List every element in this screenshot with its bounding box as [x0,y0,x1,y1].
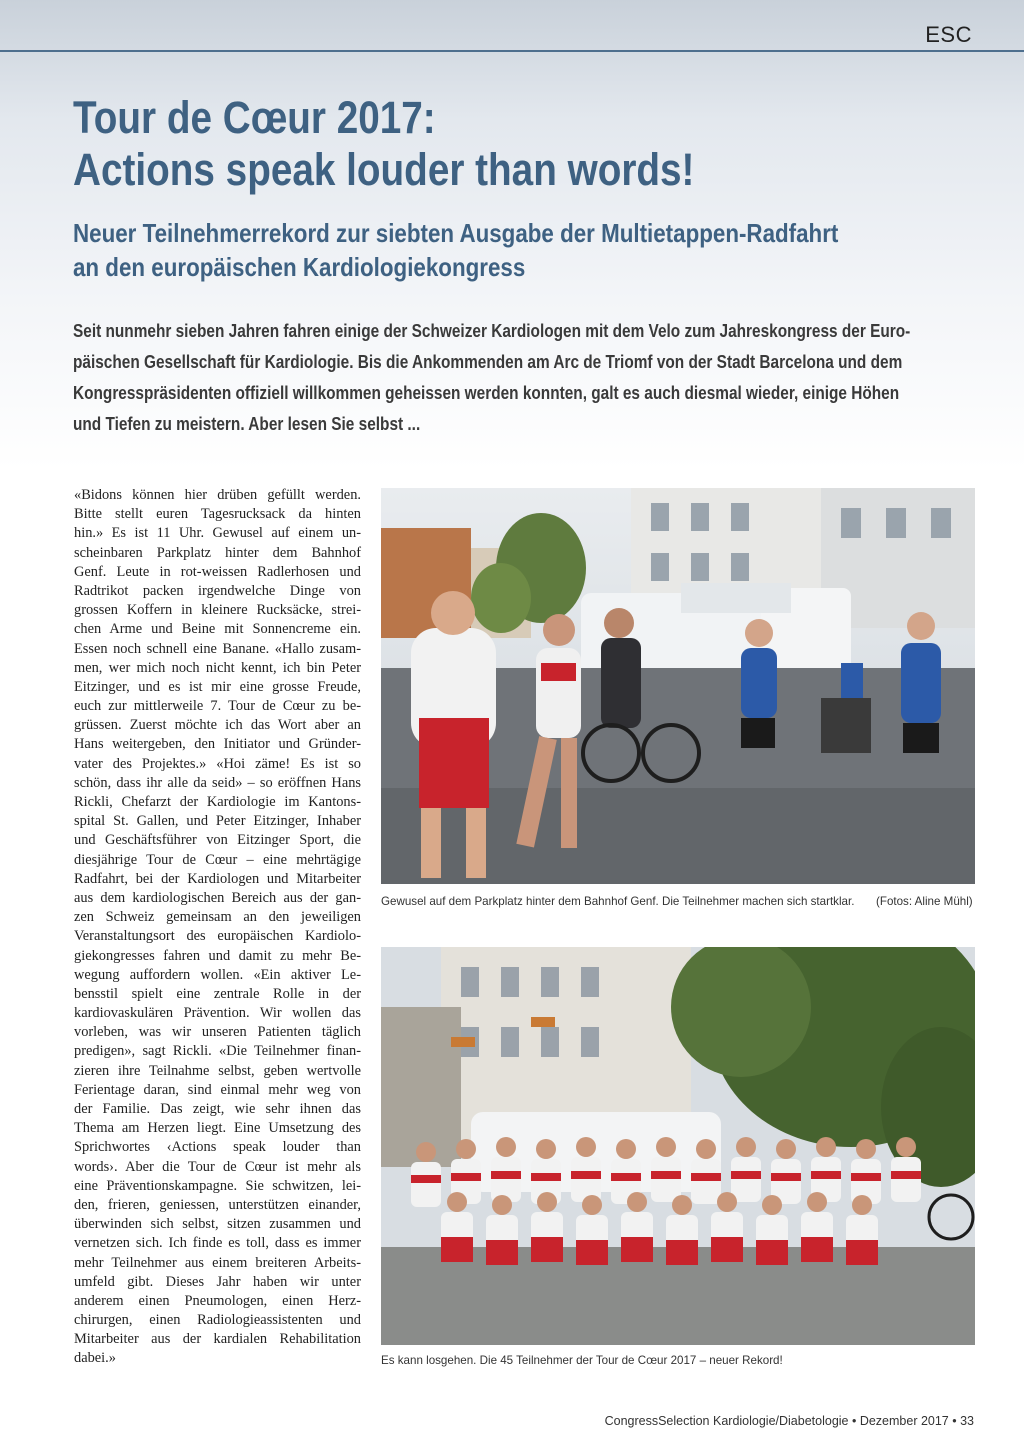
body-text-line: überwinden sich selbst, sitzen zusammen und [74,1216,361,1233]
photo-parking-lot [381,488,975,884]
article-subtitle [73,216,967,284]
body-text-line: grossen Koffern in kleinere Rucksäcke, strei- [74,602,361,619]
body-text-line: umfeld gibt. Dieses Jahr haben wir unter [74,1273,361,1290]
body-text-line: euch zur mittlerweile 7. Tour de Cœur zu be- [74,698,361,715]
body-text-line: Mitarbeiter aus der kardialen Rehabilitation [74,1331,361,1348]
body-text-line: aus dem kardiologischen Bereich aus der gan- [74,889,361,906]
body-text-line: Eitzinger, und es ist mir eine grosse Freude, [74,678,361,695]
photo-group [381,947,975,1345]
body-text-line: Hans weitergeben, den Initiator und Gründer- [74,736,361,753]
header-rule [0,50,1024,52]
body-text-line: Ferientage daran, sind einmal mehr weg von [74,1081,361,1098]
body-text-line: vater des Projektes.» «Hoi zäme! Es ist so [74,755,361,772]
body-text-line: und Geschäftsführer von Eitzinger Sport, die [74,832,361,849]
title-line: Actions speak louder than words! [73,144,695,195]
body-text-line: Bitte stellt euren Tagesrucksack da hinten [74,506,361,523]
body-text-line: men, wer mich noch nicht kennt, ich bin Peter [74,659,361,676]
body-text-line: mehr Teilnehmer aus einem breiteren Arbeits- [74,1254,361,1271]
body-text-line: zieren ihre Teilnahme selbst, geben wertvolle [74,1062,361,1079]
body-text-line: predigen», sagt Rickli. «Die Teilnehmer finan- [74,1043,361,1060]
lead-line: Kongresspräsidenten offiziell willkommen geheissen werden konnten, galt es auch diesmal wieder, einige Höhen [73,383,900,403]
body-text-line: eine Präventionskampagne. Sie schwitzen, lei- [74,1177,361,1194]
section-label: ESC [925,22,972,47]
photo1-credit: (Fotos: Aline Mühl) [876,895,973,908]
article-lead [73,316,962,440]
body-text-line: Genf. Leute in rot-weissen Radlerhosen und [74,563,361,580]
body-text-line: Radfahrt, bei der Kardiologen und Mitarbeiter [74,870,361,887]
body-text-line: Essen noch schnell eine Banane. «Hallo zusam- [74,640,361,657]
body-text-line: spital St. Gallen, und Peter Eitzinger, Inhaber [74,813,361,830]
body-text-line: Rickli, Chefarzt der Kardiologie im Kantons- [74,794,361,810]
lead-line: und Tiefen zu meistern. Aber lesen Sie selbst ... [73,414,421,434]
body-text-line: diesjährige Tour de Cœur – eine mehrtägige [74,851,361,868]
body-text-line: scheinbaren Parkplatz hinter dem Bahnhof [74,544,361,561]
photo1-caption: Gewusel auf dem Parkplatz hinter dem Bahnhof Genf. Die Teilnehmer machen sich startklar. [381,895,855,908]
body-text-line: Sprichwortes ‹Actions speak louder than [74,1139,361,1156]
body-text-line: vorleben, was wir unseren Patienten täglich [74,1024,361,1041]
body-text-line: hin.» Es ist 11 Uhr. Gewusel auf einem un- [74,525,361,542]
subtitle-line: an den europäischen Kardiologiekongress [73,252,526,282]
body-text-line: schön, dass ihr alle da seid» – so eröffnen Hans [74,774,361,791]
body-text-line: zen Schweiz gemeinsam an den jeweiligen [74,909,361,926]
title-line: Tour de Cœur 2017: [73,92,436,143]
body-text-line: den, frieren, geniessen, unterstützen einander, [74,1196,361,1213]
body-text-line: dabei.» [74,1350,116,1367]
body-text-line: wegung auffordern wollen. «Ein aktiver Le- [74,966,361,983]
body-text-line: Radtrikot packen irgendwelche Dinge von [74,582,361,599]
body-text-line: words›. Aber die Tour de Cœur ist mehr als [74,1158,361,1175]
article-title [73,92,847,196]
body-text-line: giekongresses fahren und damit zu mehr Be- [74,947,361,964]
body-text-line: chen Arme und Beine mit Sonnencreme ein. [74,621,361,638]
page-footer: CongressSelection Kardiologie/Diabetologie • Dezember 2017 • 33 [604,1414,974,1428]
body-text-line: anderem einen Pneumologen, einen Herz- [74,1292,361,1309]
lead-line: päischen Gesellschaft für Kardiologie. Bis die Ankommenden am Arc de Triomf von der Stadt Barcelona und dem [73,352,903,372]
lead-line: Seit nunmehr sieben Jahren fahren einige der Schweizer Kardiologen mit dem Velo zum Jahreskongress der Euro- [73,321,911,341]
photo2-caption: Es kann losgehen. Die 45 Teilnehmer der Tour de Cœur 2017 – neuer Rekord! [381,1354,783,1367]
body-text-line: Thema am Herzen liegt. Eine Umsetzung des [74,1120,361,1137]
body-text-line: der Familie. Das zeigt, wie sehr ihnen das [74,1101,361,1117]
body-text-line: Veranstaltungsort des europäischen Kardiolo- [74,928,361,945]
body-text-line: kardiovaskulären Prävention. Wir wollen das [74,1005,361,1022]
body-text-line: «Bidons können hier drüben gefüllt werden. [74,487,361,503]
subtitle-line: Neuer Teilnehmerrekord zur siebten Ausgabe der Multietappen-Radfahrt [73,218,839,248]
body-text-line: grüssen. Zuerst möchte ich das Wort aber an [74,717,361,734]
body-text-line: bensstil spielt eine zentrale Rolle in der [74,985,361,1002]
article-body-column [74,486,361,1369]
body-text-line: chirurgen, einen Radiologieassistenten und [74,1312,361,1329]
body-text-line: vernetzen sich. Ich finde es toll, dass es immer [74,1235,361,1252]
